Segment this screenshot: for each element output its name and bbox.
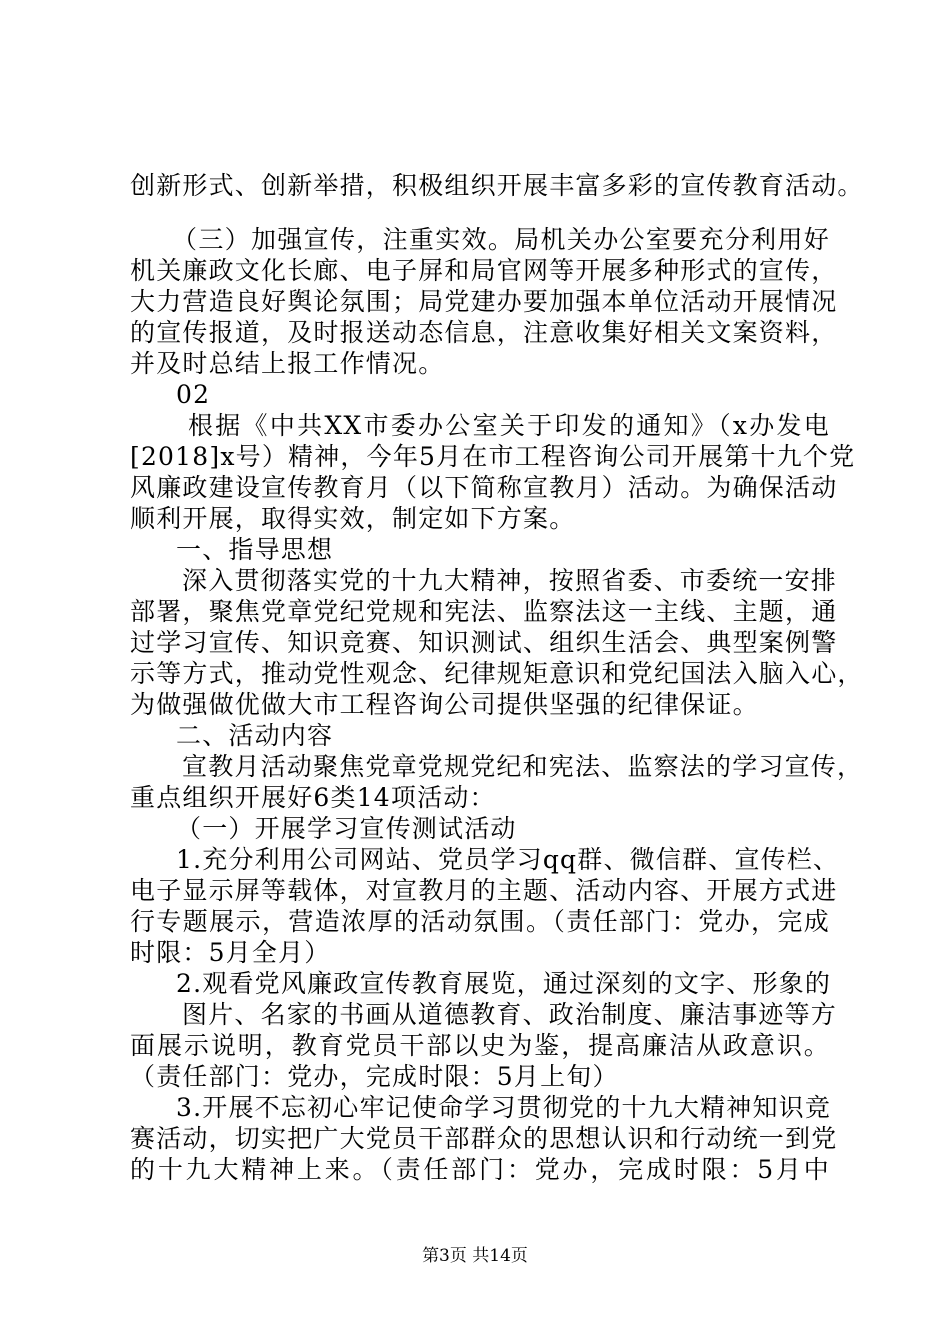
body-line: 创新形式、创新举措，积极组织开展丰富多彩的宣传教育活动。 [130, 171, 864, 200]
body-line: 2.观看党风廉政宣传教育展览，通过深刻的文字、形象的 [176, 969, 832, 998]
body-line: 为做强做优做大市工程咨询公司提供坚强的纪律保证。 [130, 690, 759, 719]
body-line: 的十九大精神上来。（责任部门：党办，完成时限：5月中 [130, 1155, 830, 1184]
body-line: （三）加强宣传，注重实效。局机关办公室要充分利用好 [172, 225, 830, 254]
body-line: 大力营造良好舆论氛围；局党建办要加强本单位活动开展情况 [130, 287, 838, 316]
body-line: 过学习宣传、知识竞赛、知识测试、组织生活会、典型案例警 [130, 628, 838, 657]
page-footer [0, 1246, 950, 1266]
body-line: 宣教月活动聚焦党章党规党纪和宪法、监察法的学习宣传， [182, 752, 864, 781]
body-line: 的宣传报道，及时报送动态信息，注意收集好相关文案资料， [130, 318, 838, 347]
document-body [130, 170, 864, 1185]
page-number-label: 第3页 共14页 [422, 1246, 528, 1266]
body-line: 1.充分利用公司网站、党员学习qq群、微信群、宣传栏、 [176, 845, 840, 874]
body-line: 根据《中共XX市委办公室关于印发的通知》（x办发电 [188, 411, 830, 440]
body-line: 顺利开展，取得实效，制定如下方案。 [130, 504, 576, 533]
body-line: 并及时总结上报工作情况。 [130, 349, 445, 378]
body-line: 风廉政建设宣传教育月（以下简称宣教月）活动。为确保活动 [130, 473, 838, 502]
body-line: 面展示说明，教育党员干部以史为鉴，提高廉洁从政意识。 [130, 1031, 830, 1060]
body-line: 深入贯彻落实党的十九大精神，按照省委、市委统一安排 [182, 566, 838, 595]
body-line: [2018]x号）精神，今年5月在市工程咨询公司开展第十九个党 [130, 442, 856, 471]
body-line: 时限：5月全月） [130, 938, 331, 967]
body-line: 电子显示屏等载体，对宣教月的主题、活动内容、开展方式进 [130, 876, 838, 905]
body-line: 重点组织开展好6类14项活动： [130, 783, 496, 812]
body-line: 图片、名家的书画从道德教育、政治制度、廉洁事迹等方 [182, 1000, 838, 1029]
body-line: （责任部门：党办，完成时限：5月上旬） [130, 1062, 619, 1091]
section-heading: 一、指导思想 [176, 535, 334, 564]
body-line: 机关廉政文化长廊、电子屏和局官网等开展多种形式的宣传， [130, 256, 838, 285]
body-line: 行专题展示，营造浓厚的活动氛围。（责任部门：党办，完成 [130, 907, 830, 936]
section-heading: 二、活动内容 [176, 721, 334, 750]
body-line: 示等方式，推动党性观念、纪律规矩意识和党纪国法入脑入心， [130, 659, 864, 688]
section-number: 02 [176, 380, 211, 409]
body-line: 3.开展不忘初心牢记使命学习贯彻党的十九大精神知识竞 [176, 1093, 832, 1122]
subsection-heading: （一）开展学习宣传测试活动 [176, 814, 517, 843]
body-line: 部署，聚焦党章党纪党规和宪法、监察法这一主线、主题，通 [130, 597, 838, 626]
body-line: 赛活动，切实把广大党员干部群众的思想认识和行动统一到党 [130, 1124, 838, 1153]
